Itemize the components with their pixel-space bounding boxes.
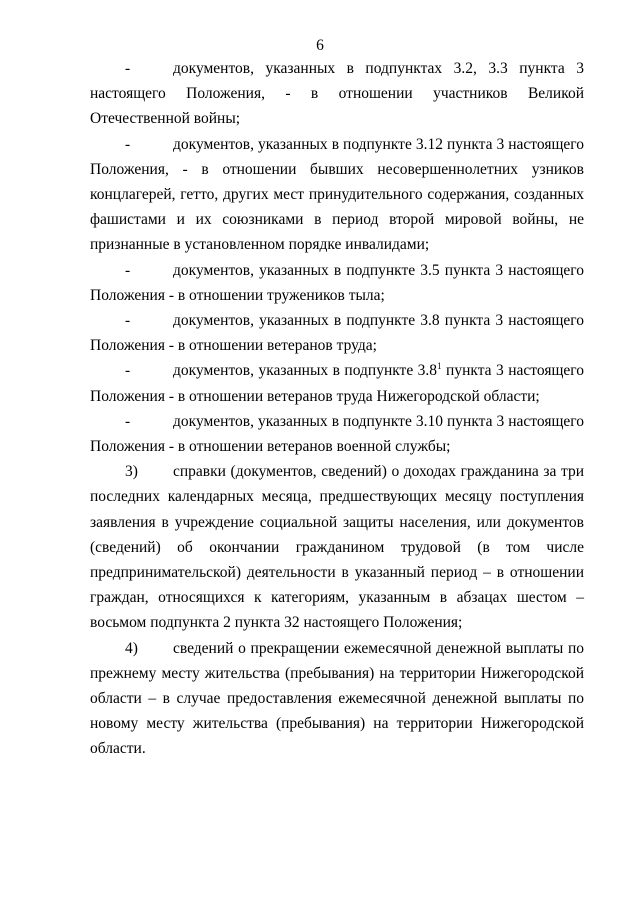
- list-item: [90, 132, 584, 258]
- list-item: [90, 308, 584, 358]
- list-marker: -: [125, 362, 131, 380]
- paragraph-text-after: пункта 3 настоящего Положения - в отношении ветеранов труда Нижегородской области;: [90, 362, 584, 405]
- superscript: 1: [437, 361, 442, 372]
- list-marker: -: [125, 312, 131, 330]
- list-marker: 3): [125, 463, 138, 481]
- paragraph-text: документов, указанных в подпунктах 3.2, 3.3 пункта 3 настоящего Положения, - в отношении участников Великой Отечественной войны;: [90, 60, 584, 128]
- paragraph-text: документов, указанных в подпункте 3.8 пункта 3 настоящего Положения - в отношении ветеранов труда;: [90, 312, 584, 355]
- paragraph-text: документов, указанных в подпункте 3.10 пункта 3 настоящего Положения - в отношении ветеранов военной службы;: [90, 412, 584, 456]
- list-marker: -: [125, 261, 131, 279]
- paragraph-text: документов, указанных в подпункте 3.5 пункта 3 настоящего Положения - в отношении тружеников тыла;: [90, 261, 584, 304]
- list-item: [90, 56, 584, 132]
- paragraph-text: документов, указанных в подпункте 3.12 пункта 3 настоящего Положения, - в отношении бывших несовершеннолетних узников концлагерей, гетто, других мест принудительного содержания, созданных фашистами и их союзниками в период второй мировой войны, не признанные в установленном порядке инвалидами;: [90, 135, 584, 254]
- paragraph-text: справки (документов, сведений) о доходах гражданина за три последних календарных месяца, предшествующих месяцу поступления заявления в учреждение социальной защиты населения, или документов (сведений) об окончании гражданином трудовой (в том числе предпринимательской) деятельности в указанный период – в отношении граждан, относящихся к категориям, указанным в абзацах шестом – восьмом подпункта 2 пункта 32 настоящего Положения;: [90, 463, 584, 632]
- document-body: [90, 56, 584, 762]
- list-marker: 4): [125, 639, 138, 657]
- list-item: [90, 409, 584, 459]
- page-number: 6: [316, 37, 324, 54]
- list-item: [90, 636, 584, 762]
- list-marker: -: [125, 60, 131, 77]
- list-item: [90, 459, 584, 635]
- paragraph-text: сведений о прекращении ежемесячной денежной выплаты по прежнему месту жительства (пребывания) на территории Нижегородской области – в случае предоставления ежемесячной денежной выплаты по новому месту жительства (пребывания) на территории Нижегородской области.: [90, 639, 584, 758]
- paragraph-text-before: документов, указанных в подпункте 3.8: [173, 362, 438, 380]
- list-item: [90, 258, 584, 308]
- list-marker: -: [125, 135, 131, 153]
- list-marker: -: [125, 412, 131, 430]
- list-item: [90, 358, 584, 408]
